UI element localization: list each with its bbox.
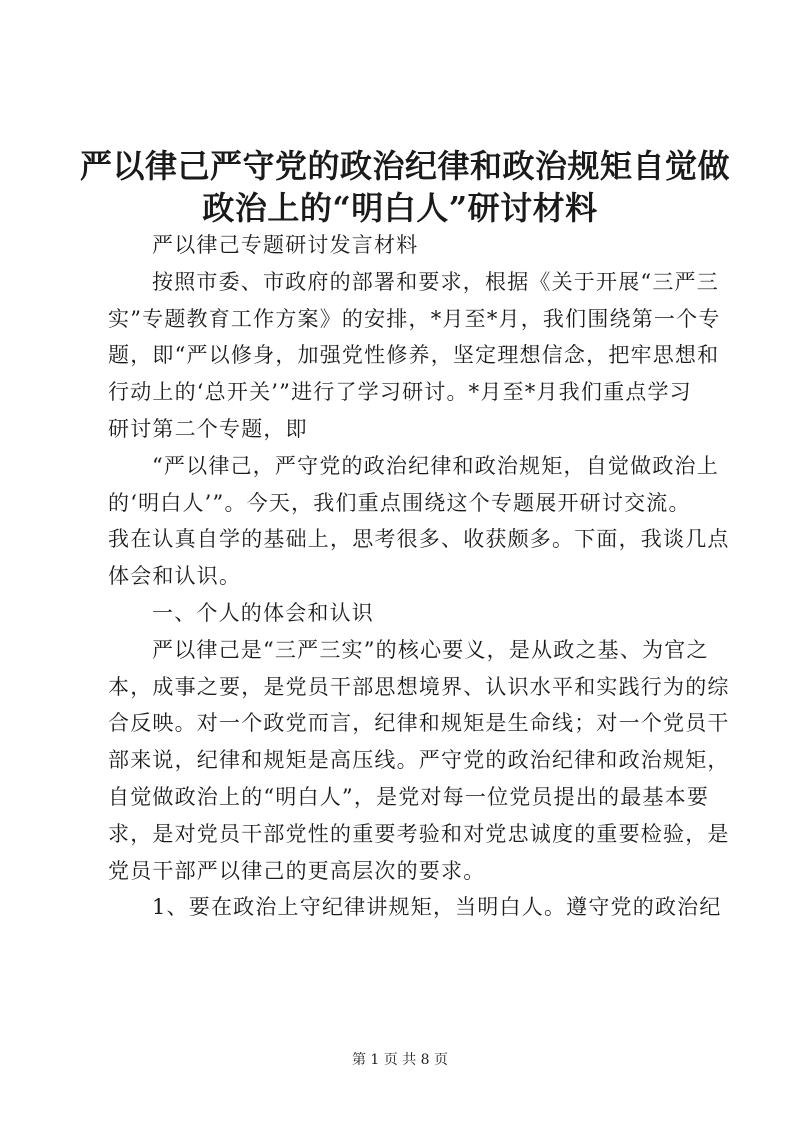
body-line: 严以律己专题研讨发言材料 <box>152 233 419 257</box>
body-line: 按照市委、市政府的部署和要求，根据《关于开展“三严三 <box>152 269 719 294</box>
body-line: 求，是对党员干部党性的重要考验和对党忠诚度的重要检验，是 <box>108 821 730 846</box>
body-line: “严以律己，严守党的政治纪律和政治规矩，自觉做政治上 <box>152 453 719 478</box>
body-line: 题，即“严以修身，加强党性修养，坚定理想信念，把牢思想和 <box>108 343 720 368</box>
document-body <box>108 227 730 926</box>
body-line: 我在认真自学的基础上，思考很多、收获颇多。下面，我谈几点 <box>108 527 730 552</box>
body-line: 自觉做政治上的“明白人”，是党对每一位党员提出的最基本要 <box>108 784 710 809</box>
body-line: 体会和认识。 <box>108 564 242 589</box>
body-line: 本，成事之要，是党员干部思想境界、认识水平和实践行为的综 <box>108 674 730 699</box>
body-line: 党员干部严以律己的更高层次的要求。 <box>108 858 486 883</box>
body-line: 合反映。对一个政党而言，纪律和规矩是生命线；对一个党员干 <box>108 711 730 736</box>
body-line: 1、要在政治上守纪律讲规矩，当明白人。遵守党的政治纪 <box>152 895 722 920</box>
page-footer: 第 1 页 共 8 页 <box>351 1052 449 1068</box>
body-line: 研讨第二个专题，即 <box>108 416 308 441</box>
body-line: 一、个人的体会和认识 <box>152 600 374 625</box>
body-line: 行动上的‘总开关’”进行了学习研讨。*月至*月我们重点学习 <box>108 380 692 405</box>
body-line: 实”专题教育工作方案》的安排，*月至*月，我们围绕第一个专 <box>108 306 721 331</box>
document-title-line-2: 政治上的“明白人”研讨材料 <box>202 189 598 227</box>
document-title-line-1: 严以律己严守党的政治纪律和政治规矩自觉做 <box>80 147 731 185</box>
body-line: 部来说，纪律和规矩是高压线。严守党的政治纪律和政治规矩， <box>108 748 730 773</box>
body-line: 的‘明白人’”。今天，我们重点围绕这个专题展开研讨交流。 <box>108 490 691 515</box>
body-line: 严以律己是“三严三实”的核心要义，是从政之基、为官之 <box>152 637 709 662</box>
